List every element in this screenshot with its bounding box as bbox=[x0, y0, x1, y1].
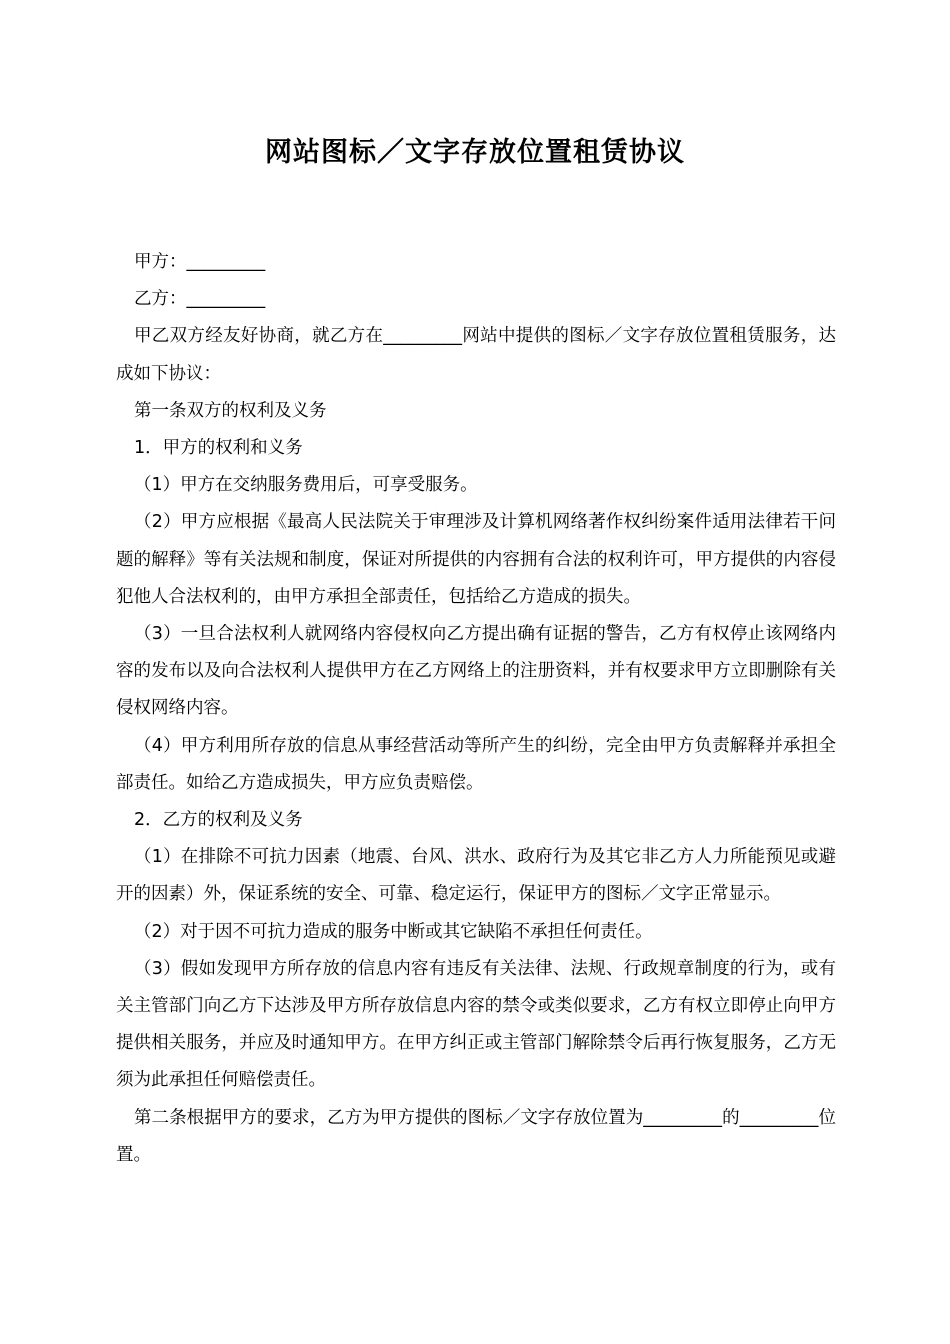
party-b-line: 乙方：_________ bbox=[134, 289, 266, 310]
clause-paragraph: （2）甲方应根据《最高人民法院关于审理涉及计算机网络著作权纠纷案件适用法律若干问题的解释》等有关法规和制度，保证对所提供的内容拥有合法的权利许可，甲方提供的内容侵犯他人合法权利的，由甲方承担全部责任，包括给乙方造成的损失。 bbox=[116, 512, 836, 607]
clause-paragraph: （4）甲方利用所存放的信息从事经营活动等所产生的纠纷，完全由甲方负责解释并承担全部责任。如给乙方造成损失，甲方应负责赔偿。 bbox=[116, 735, 836, 793]
clause-paragraph: （3）假如发现甲方所存放的信息内容有违反有关法律、法规、行政规章制度的行为，或有关主管部门向乙方下达涉及甲方所存放信息内容的禁令或类似要求，乙方有权立即停止向甲方提供相关服务，并应及时通知甲方。在甲方纠正或主管部门解除禁令后再行恢复服务，乙方无须为此承担任何赔偿责任。 bbox=[116, 958, 836, 1091]
clause-paragraph: （1）甲方在交纳服务费用后，可享受服务。 bbox=[134, 475, 478, 496]
document-title: 网站图标／文字存放位置租赁协议 bbox=[265, 137, 685, 168]
clause-paragraph: （2）对于因不可抗力造成的服务中断或其它缺陷不承担任何责任。 bbox=[134, 921, 653, 942]
document-body bbox=[116, 244, 836, 1174]
party-a-line: 甲方：_________ bbox=[134, 252, 266, 272]
section-1-heading: 1．甲方的权利和义务 bbox=[134, 438, 303, 459]
clause-paragraph: （3）一旦合法权利人就网络内容侵权向乙方提出确有证据的警告，乙方有权停止该网络内容的发布以及向合法权利人提供甲方在乙方网络上的注册资料，并有权要求甲方立即删除有关侵权网络内容。 bbox=[116, 624, 836, 719]
article-1-heading: 第一条双方的权利及义务 bbox=[134, 400, 327, 421]
article-2-paragraph: 第二条根据甲方的要求，乙方为甲方提供的图标／文字存放位置为_________的_________位置。 bbox=[116, 1107, 836, 1165]
preamble-paragraph: 甲乙双方经友好协商，就乙方在_________网站中提供的图标／文字存放位置租赁服务，达成如下协议： bbox=[116, 326, 836, 384]
section-2-heading: 2．乙方的权利及义务 bbox=[134, 810, 303, 831]
clause-paragraph: （1）在排除不可抗力因素（地震、台风、洪水、政府行为及其它非乙方人力所能预见或避开的因素）外，保证系统的安全、可靠、稳定运行，保证甲方的图标／文字正常显示。 bbox=[116, 847, 836, 905]
